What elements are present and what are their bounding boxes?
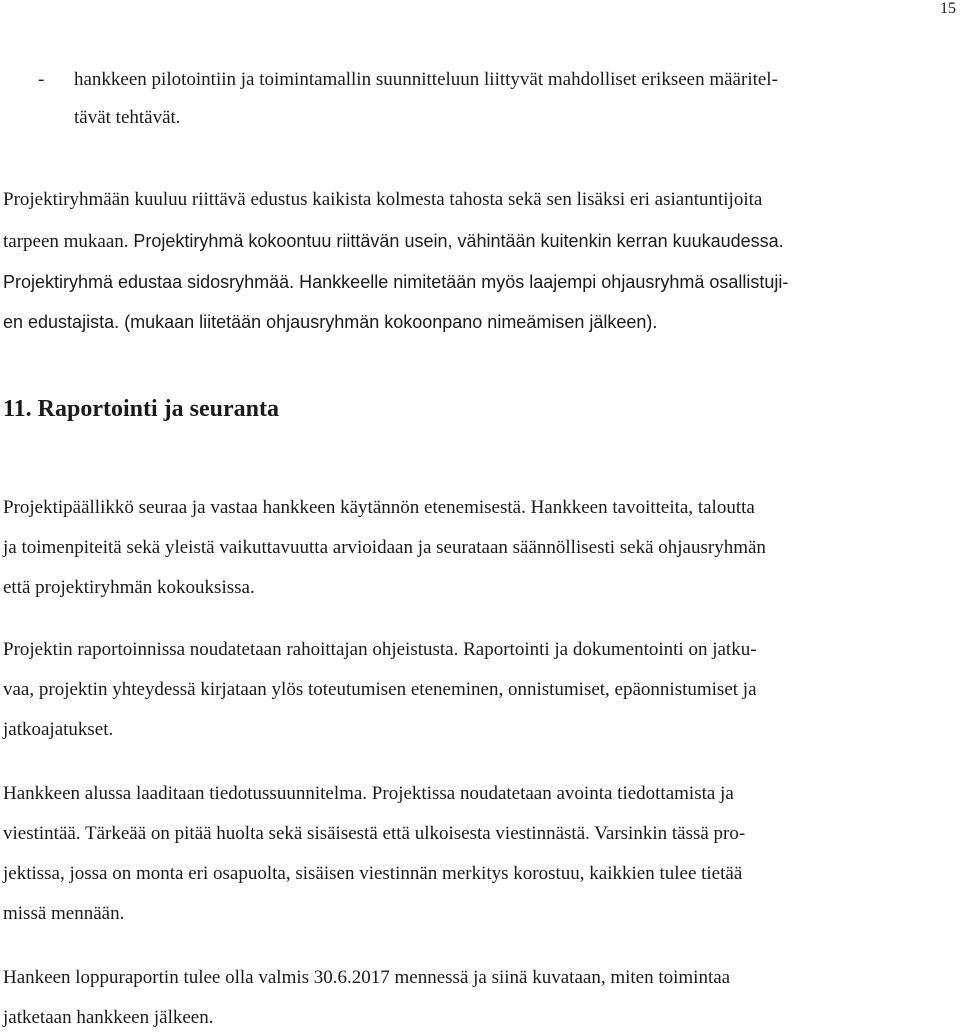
paragraph-line: jatketaan hankkeen jälkeen. <box>3 1007 214 1028</box>
text-segment: tarpeen mukaan. <box>3 231 129 252</box>
paragraph-line: ja toimenpiteitä sekä yleistä vaikuttavuutta arvioidaan ja seurataan säännöllisesti sekä ohjausryhmän <box>3 537 766 558</box>
paragraph-line: jatkoajatukset. <box>3 719 114 740</box>
text-segment: Projektiryhmä edustaa sidosryhmää. <box>3 272 295 292</box>
paragraph-line <box>3 270 788 294</box>
paragraph-line: Projektiryhmään kuuluu riittävä edustus kaikista kolmesta tahosta sekä sen lisäksi eri asiantuntijoita <box>3 189 763 210</box>
text-segment: Projektiryhmä kokoontuu riittävän usein, vähintään kuitenkin kerran kuukaudessa. <box>133 231 784 251</box>
paragraph-line: Projektipäällikkö seuraa ja vastaa hankkeen käytännön etenemisestä. Hankkeen tavoitteita, taloutta <box>3 497 755 518</box>
paragraph-line: että projektiryhmän kokouksissa. <box>3 577 255 598</box>
paragraph-line: Projektin raportoinnissa noudatetaan rahoittajan ohjeistusta. Raportointi ja dokumentointi on jatku- <box>3 639 757 660</box>
text-segment: Hankkeelle nimitetään myös laajempi ohjausryhmä osallistuji- <box>299 272 789 292</box>
page-number: 15 <box>940 0 956 17</box>
bullet-line: tävät tehtävät. <box>74 107 181 128</box>
paragraph-line <box>3 229 784 254</box>
bullet-line: hankkeen pilotointiin ja toimintamallin suunnitteluun liittyvät mahdolliset erikseen määritel- <box>74 69 778 90</box>
paragraph-line: Hankkeen alussa laaditaan tiedotussuunnitelma. Projektissa noudatetaan avointa tiedottamista ja <box>3 783 734 804</box>
paragraph-line: en edustajista. (mukaan liitetään ohjausryhmän kokoonpano nimeämisen jälkeen). <box>3 312 658 332</box>
paragraph-line: missä mennään. <box>3 903 125 924</box>
paragraph-line: vaa, projektin yhteydessä kirjataan ylös toteutumisen eteneminen, onnistumiset, epäonnistumiset ja <box>3 679 757 700</box>
paragraph-line: viestintää. Tärkeää on pitää huolta sekä sisäisestä että ulkoisesta viestinnästä. Varsinkin tässä pro- <box>3 823 746 844</box>
bullet-dash: - <box>38 69 45 90</box>
section-heading: 11. Raportointi ja seuranta <box>3 396 279 422</box>
paragraph-line: Hankeen loppuraportin tulee olla valmis 30.6.2017 mennessä ja siinä kuvataan, miten toimintaa <box>3 967 731 988</box>
paragraph-line: jektissa, jossa on monta eri osapuolta, sisäisen viestinnän merkitys korostuu, kaikkien tulee tietää <box>3 863 743 884</box>
